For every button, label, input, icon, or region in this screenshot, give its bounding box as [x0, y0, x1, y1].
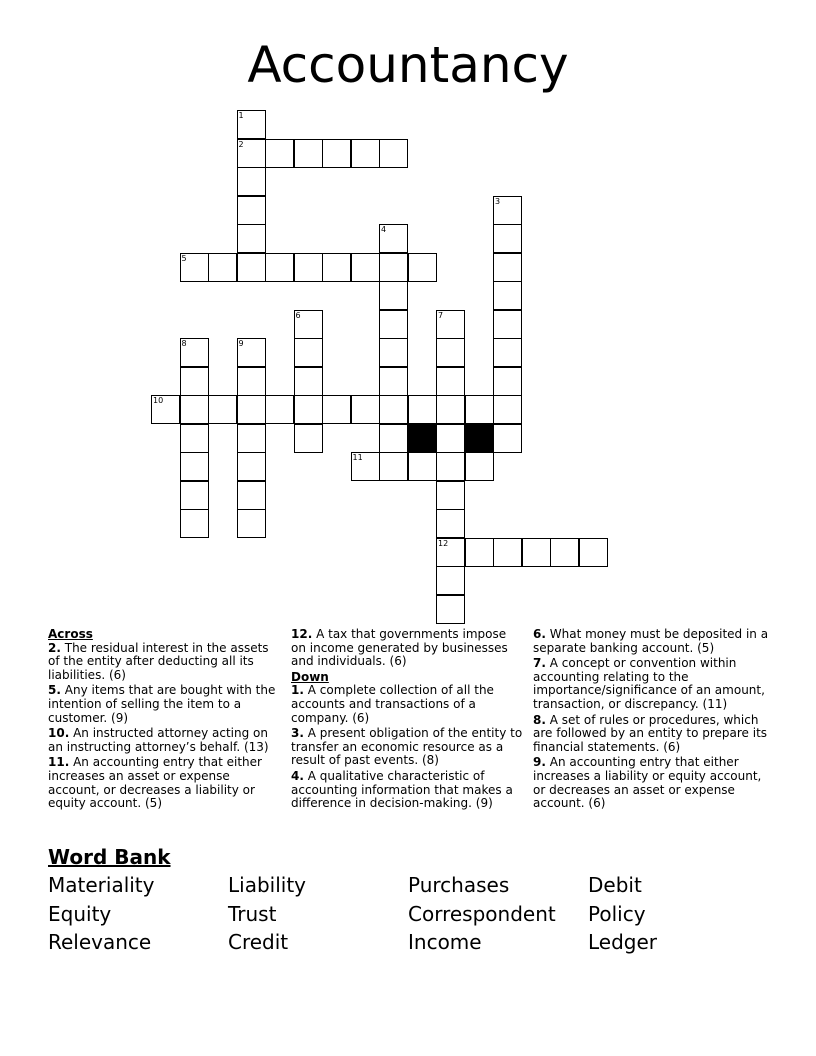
grid-cell[interactable]: [351, 139, 380, 168]
grid-cell[interactable]: [493, 281, 522, 310]
clue-down-8: 8. A set of rules or procedures, which are followed by an entity to prepare its financial statements. (6): [533, 712, 768, 754]
grid-cell[interactable]: [436, 395, 465, 424]
grid-cell[interactable]: [294, 338, 323, 367]
grid-cell[interactable]: [379, 367, 408, 396]
grid-cell[interactable]: [408, 452, 437, 481]
grid-cell[interactable]: [379, 395, 408, 424]
clue-number: 2: [238, 139, 244, 149]
grid-blocked-cell: [465, 424, 494, 453]
word-bank-item: Relevance: [48, 930, 152, 954]
clue-number: 5: [181, 253, 187, 263]
grid-cell[interactable]: [436, 310, 465, 339]
clue-down-3: 3. A present obligation of the entity to transfer an economic resource as a result of past events. (8): [291, 726, 523, 768]
word-bank-item: Correspondent: [408, 902, 556, 926]
grid-cell[interactable]: [237, 452, 266, 481]
grid-cell[interactable]: [208, 395, 237, 424]
grid-cell[interactable]: [379, 310, 408, 339]
grid-cell[interactable]: [237, 139, 266, 168]
grid-cell[interactable]: [408, 395, 437, 424]
clue-number: 10: [153, 396, 164, 405]
grid-cell[interactable]: [237, 167, 266, 196]
grid-cell[interactable]: [579, 538, 608, 567]
word-bank-item: Policy: [588, 902, 646, 926]
grid-cell[interactable]: [436, 424, 465, 453]
grid-cell[interactable]: [436, 367, 465, 396]
grid-cell[interactable]: [180, 424, 209, 453]
grid-cell[interactable]: [237, 424, 266, 453]
grid-cell[interactable]: [408, 253, 437, 282]
grid-cell[interactable]: [351, 452, 380, 481]
grid-cell[interactable]: [436, 566, 465, 595]
grid-cell[interactable]: [237, 338, 266, 367]
grid-cell[interactable]: [436, 452, 465, 481]
grid-cell[interactable]: [294, 310, 323, 339]
grid-cell[interactable]: [294, 253, 323, 282]
grid-cell[interactable]: [379, 338, 408, 367]
grid-cell[interactable]: [550, 538, 579, 567]
grid-cell[interactable]: [493, 424, 522, 453]
grid-cell[interactable]: [522, 538, 551, 567]
word-bank-item: Ledger: [588, 930, 658, 954]
clue-column-1: [48, 628, 280, 813]
word-bank-item: Debit: [588, 873, 642, 897]
grid-cell[interactable]: [180, 452, 209, 481]
grid-cell[interactable]: [237, 481, 266, 510]
word-bank-item: Materiality: [48, 873, 155, 897]
grid-cell[interactable]: [493, 395, 522, 424]
clue-across-10: 10. An instructed attorney acting on an instructing attorney’s behalf. (13): [48, 726, 269, 754]
grid-cell[interactable]: [180, 509, 209, 538]
grid-cell[interactable]: [436, 338, 465, 367]
clue-number: 3: [495, 196, 501, 206]
grid-cell[interactable]: [265, 139, 294, 168]
grid-cell[interactable]: [237, 395, 266, 424]
grid-cell[interactable]: [322, 253, 351, 282]
clue-down-1: 1. A complete collection of all the accounts and transactions of a company. (6): [291, 683, 494, 725]
grid-cell[interactable]: [151, 395, 180, 424]
grid-cell[interactable]: [237, 224, 266, 253]
clue-down-9: 9. An accounting entry that either increases a liability or equity account, or decreases an asset or expense account. (6): [533, 755, 762, 811]
grid-blocked-cell: [408, 424, 437, 453]
clue-down-4: 4. A qualitative characteristic of accounting information that makes a difference in decision-making. (9): [291, 768, 513, 811]
clue-down-6: 6. What money must be deposited in a separate banking account. (5): [533, 627, 769, 655]
clue-number: 1: [238, 111, 244, 120]
grid-cell[interactable]: [379, 224, 408, 253]
grid-cell[interactable]: [237, 509, 266, 538]
grid-cell[interactable]: [351, 253, 380, 282]
clue-column-2: [291, 628, 523, 813]
grid-cell[interactable]: [237, 196, 266, 225]
grid-cell[interactable]: [265, 395, 294, 424]
word-bank-item: Purchases: [408, 873, 510, 897]
grid-cell[interactable]: [493, 310, 522, 339]
grid-cell[interactable]: [465, 538, 494, 567]
clue-number: 8: [181, 339, 187, 348]
grid-cell[interactable]: [294, 395, 323, 424]
grid-cell[interactable]: [180, 253, 209, 282]
grid-cell[interactable]: [493, 367, 522, 396]
grid-cell[interactable]: [180, 367, 209, 396]
grid-cell[interactable]: [379, 139, 408, 168]
clue-across-12: 12. A tax that governments impose on income generated by businesses and individuals. (6): [291, 627, 508, 669]
clue-number: 12: [438, 538, 449, 548]
grid-cell[interactable]: [208, 253, 237, 282]
grid-cell[interactable]: [294, 139, 323, 168]
grid-cell[interactable]: [436, 538, 465, 567]
clue-column-3: [533, 628, 773, 813]
clue-across-5: 5. Any items that are bought with the intention of selling the item to a customer. (9): [48, 683, 276, 725]
grid-cell[interactable]: [436, 481, 465, 510]
word-bank-title: Word Bank: [48, 845, 171, 869]
down-header: Down: [291, 669, 329, 684]
word-bank-item: Trust: [228, 902, 277, 926]
clue-number: 7: [438, 310, 444, 320]
clue-number: 9: [238, 339, 244, 348]
clue-across-2: 2. The residual interest in the assets of the entity after deducting all its liabilities. (6): [48, 640, 269, 682]
word-bank-item: Liability: [228, 873, 306, 897]
word-bank-item: Credit: [228, 930, 289, 954]
clue-across-11: 11. An accounting entry that either increases an asset or expense account, or decreases a liability or equity account. (5): [48, 755, 262, 811]
grid-cell[interactable]: [322, 395, 351, 424]
grid-cell[interactable]: [436, 595, 465, 624]
clue-down-7: 7. A concept or convention within accounting relating to the importance/significance of an amount, transaction, or discrepancy. (11): [533, 656, 765, 711]
grid-cell[interactable]: [493, 538, 522, 567]
grid-cell[interactable]: [465, 395, 494, 424]
grid-cell[interactable]: [294, 367, 323, 396]
grid-cell[interactable]: [351, 395, 380, 424]
grid-cell[interactable]: [265, 253, 294, 282]
grid-cell[interactable]: [180, 338, 209, 367]
grid-cell[interactable]: [493, 224, 522, 253]
grid-cell[interactable]: [180, 395, 209, 424]
grid-cell[interactable]: [493, 338, 522, 367]
grid-cell[interactable]: [237, 253, 266, 282]
grid-cell[interactable]: [465, 452, 494, 481]
grid-cell[interactable]: [379, 424, 408, 453]
grid-cell[interactable]: [322, 139, 351, 168]
grid-cell[interactable]: [237, 110, 266, 139]
puzzle-title: Accountancy: [247, 36, 569, 94]
grid-cell[interactable]: [379, 452, 408, 481]
grid-cell[interactable]: [379, 253, 408, 282]
grid-cell[interactable]: [237, 367, 266, 396]
clue-number: 6: [295, 310, 301, 320]
word-bank-item: Income: [408, 930, 482, 954]
grid-cell[interactable]: [493, 196, 522, 225]
clue-number: 4: [381, 225, 387, 234]
word-bank-item: Equity: [48, 902, 112, 926]
grid-cell[interactable]: [180, 481, 209, 510]
grid-cell[interactable]: [379, 281, 408, 310]
grid-cell[interactable]: [493, 253, 522, 282]
across-header: Across: [48, 627, 93, 641]
grid-cell[interactable]: [436, 509, 465, 538]
clue-number: 11: [352, 453, 363, 462]
grid-cell[interactable]: [294, 424, 323, 453]
